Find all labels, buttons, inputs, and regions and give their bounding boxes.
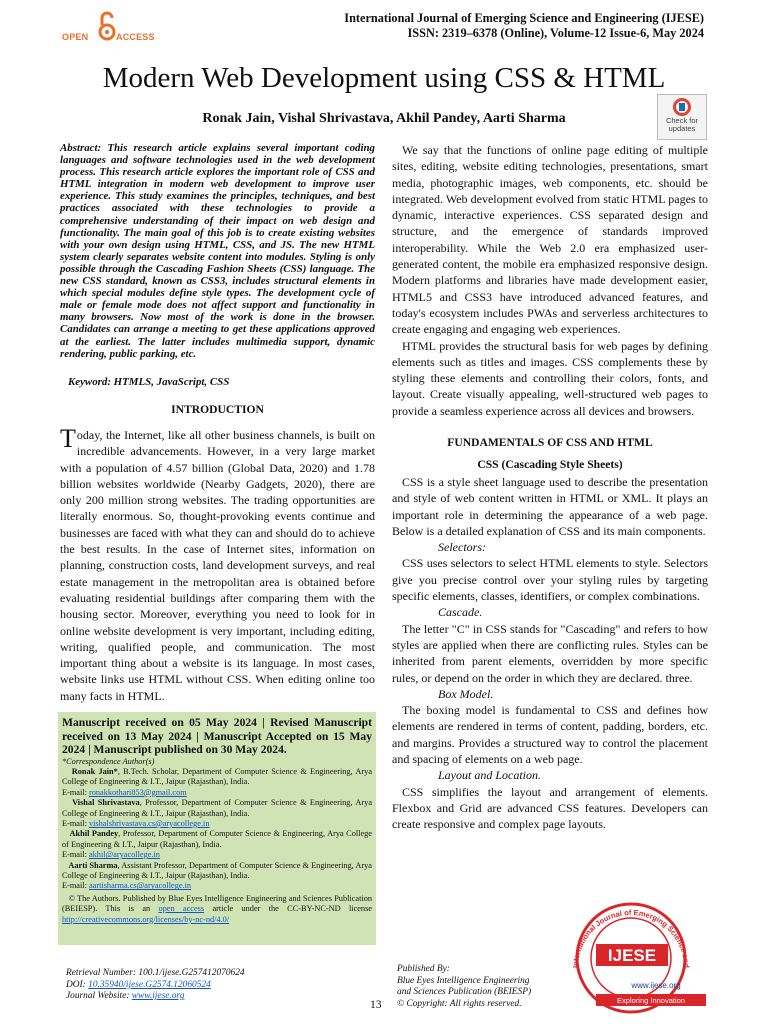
journal-header [344, 11, 704, 40]
drop-cap: T [60, 424, 76, 453]
license-statement [62, 894, 372, 925]
author-email-link[interactable]: vishalshrivastava.cs@aryacollege.in [88, 818, 210, 828]
publisher-line-2: and Sciences Publication (BEIESP) [397, 987, 532, 998]
paragraph: CSS is a style sheet language used to describe the presentation and style of web content written in HTML or XML. It plays an important role in determining the appearance of a web page. Below is a detailed explanation of CSS and its main components. [392, 475, 708, 538]
footer-left [66, 968, 245, 1003]
check-for-updates-badge[interactable] [657, 94, 707, 140]
box-model-heading: Box Model. [438, 686, 494, 701]
author-name: Vishal Shrivastava [72, 798, 140, 808]
check-updates-label: Check for updates [665, 116, 699, 133]
author-email-link[interactable]: akhil@aryacollege.in [88, 850, 160, 860]
journal-name: International Journal of Emerging Science and Engineering (IJESE) [344, 11, 704, 25]
seal-site: www.ijese.org [631, 981, 681, 990]
open-access-label-2: ACCESS [116, 32, 155, 42]
website-link[interactable]: www.ijese.org [131, 991, 185, 1002]
footer-publisher [397, 964, 531, 1010]
publisher-line-1: Blue Eyes Intelligence Engineering [397, 975, 530, 986]
paragraph: HTML provides the structural basis for web pages by defining elements such as titles and images. CSS complements these by styling these elements and controlling their colors, fonts, and layout. Create visually appealing, well-structured web pages to provide a seamless experience across all devices and browsers. [392, 338, 708, 418]
author-name: Aarti Sharma [68, 860, 118, 870]
author-email-link[interactable]: aartisharma.cs@aryacollege.in [88, 881, 192, 891]
paper-title: Modern Web Development using CSS & HTML [102, 62, 666, 94]
author-affiliation: , Assistant Professor, Department of Computer Science & Engineering, Arya College of Engineering & I.T., Jaipur (Rajasthan), India. [62, 860, 372, 880]
author-name: Akhil Pandey [69, 829, 119, 839]
open-access-label: OPEN [62, 32, 89, 42]
doi-label: DOI: [66, 979, 89, 990]
keywords: Keyword: HTMLS, JavaScript, CSS [68, 376, 230, 388]
author-list: Ronak Jain, Vishal Shrivastava, Akhil Pandey, Aarti Sharma [202, 111, 566, 126]
seal-name: IJESE [607, 946, 657, 965]
seal-arc-text: International Journal of Emerging Science and [570, 907, 692, 969]
author-name: Ronak Jain* [71, 766, 118, 776]
open-access-link[interactable]: open access [158, 904, 205, 914]
layout-heading: Layout and Location. [438, 768, 542, 783]
issn-line: ISSN: 2319–6378 (Online), Volume-12 Issue-6, May 2024 [407, 25, 704, 40]
selectors-heading: Selectors: [438, 540, 486, 555]
page-number: 13 [370, 998, 382, 1011]
license-text-1: © The Authors. Published by Blue Eyes Intelligence Engineering and Sciences Publication (BEIESP). This is an [62, 893, 372, 914]
license-url-link[interactable]: http://creativecommons.org/licenses/by-nc-nd/4.0/ [62, 914, 230, 924]
css-subheading: CSS (Cascading Style Sheets) [477, 458, 623, 471]
fundamentals-heading: FUNDAMENTALS OF CSS AND HTML [447, 436, 653, 449]
check-updates-icon [673, 98, 691, 116]
paragraph: CSS uses selectors to select HTML elements to style. Selectors give you precise control over your styling rules by targeting specific elements, classes, identifiers, or complex combinations. [392, 556, 708, 604]
manuscript-info-box [58, 712, 376, 945]
abstract: Abstract: This research article explains several important coding languages and software technologies used in the web development process. This research article explores the important role of CSS and HTML integration in modern web development to improve user experience. This study examines the principles, techniques, and best practices associated with these technologies to provide a comprehensive understanding of their impact on web design and functionality. The main goal of this job is to create existing websites with your own design using HTML, CSS, and JS. The new HTML system clearly separates website content into modules. Styling is only possible through the Cascading Fashion Sheets (CSS) language. The new CSS standard, known as CSS3, includes structural elements in which special modules define style types. The development cycle of male or female mode does not affect support and functionality in many browsers. Now most of the work is done in the browser. Candidates can arrange a meeting to get these applications approved at the earliest. The latter includes multimedia support, dynamic rendering, public parking, etc. [60, 142, 375, 360]
correspondence-label: *Correspondence Author(s) [62, 756, 155, 766]
seal-tagline: Exploring Innovation [617, 996, 685, 1005]
introduction-heading: INTRODUCTION [171, 403, 264, 416]
published-by: Published By: [397, 964, 450, 974]
cascade-heading: Cascade. [438, 605, 483, 620]
website-label: Journal Website: [66, 991, 132, 1002]
corresponding-author-entry [62, 798, 372, 829]
paragraph: The letter "C" in CSS stands for "Cascading" and refers to how styles are applied when there are conflicting rules. Styles can be inherited from parent elements, overridden by more specific rules, or depend on the order in which they are declared. three. [392, 621, 708, 685]
author-affiliation: , B.Tech. Scholar, Department of Computer Science & Engineering, Arya College of Engineering & I.T., Jaipur (Rajasthan), India. [62, 766, 372, 787]
paragraph: The boxing model is fundamental to CSS and defines how elements are rendered in terms of content, padding, borders, etc. and margins. Provides a structured way to control the placement and spacing of elements on a web page. [392, 703, 708, 767]
corresponding-author-entry [62, 829, 372, 860]
introduction-body [60, 424, 375, 704]
corresponding-author-entry [62, 861, 372, 892]
introduction-text: oday, the Internet, like all other business channels, is built on incredible advancements. However, in a very large market with a population of 4.57 billion (Global Data, 2020) and 1.78 billion websites worldwide (Nearby Gadgets, 2020), there are only 200 million strong websites. The trading opportunities are literally enormous. So, thought-provoking events continue and businesses are faced with what they can and should do to achieve the best results. In the case of Internet sites, information on planning, construction costs, land development surveys, and real estate management in the metropolitan area is obtained before evaluating residential buildings after comparing them with the housing sector. Moreover, everything you need to look for in online website development is very important, including editing, writing, qualified people, and communication. The most important thing about a website is its language. In most cases, website links use HTML without CSS. When editing online too many facts in HTML. [60, 428, 375, 703]
right-column-css [392, 474, 708, 833]
corresponding-author-entry [62, 767, 372, 798]
copyright: © Copyright: All rights reserved. [397, 998, 522, 1009]
ijese-seal-logo [556, 888, 706, 1014]
retrieval-number: Retrieval Number: 100.1/ijese.G257412070624 [66, 968, 245, 978]
email-label: E-mail: [62, 850, 89, 860]
author-email-link[interactable]: ronakkothari853@gmail.com [88, 787, 187, 797]
license-text-2: article under the CC-BY-NC-ND license [204, 904, 372, 914]
open-access-logo [62, 10, 155, 46]
paragraph: We say that the functions of online page editing of multiple sites, editing, website editing technologies, presentations, smart media, photographic images, web components, etc. should be integrated. Web development evolved from static HTML pages to dynamic, interactive experiences. CSS separated design and structure, and the emergence of standards improved interoperability. While the Web 2.0 era emphasized user-generated content, the mobile era emphasized responsive design. Modern platforms and libraries have made development easier, HTML5 and CSS3 have introduced advanced features, and today's ecosystem includes PWAs and serverless architectures to create engaging and engaging web experiences. [392, 143, 708, 337]
doi-link[interactable]: 10.35940/ijese.G2574.12060524 [88, 979, 211, 990]
author-affiliation: , Professor, Department of Computer Science & Engineering, Arya College of Engineering & I.T., Jaipur (Rajasthan), India. [62, 829, 372, 849]
manuscript-dates: Manuscript received on 05 May 2024 | Revised Manuscript received on 13 May 2024 | Manuscript Accepted on 15 May 2024 | Manuscript published on 30 May 2024. [62, 716, 372, 756]
right-column-intro [392, 142, 708, 419]
ijese-seal-icon [556, 888, 706, 1014]
email-label: E-mail: [62, 787, 89, 797]
author-affiliation: , Professor, Department of Computer Science & Engineering, Arya College of Engineering & I.T., Jaipur (Rajasthan), India. [62, 798, 373, 818]
paragraph: CSS simplifies the layout and arrangement of elements. Flexbox and Grid are advanced CSS features. Developers can create responsive and complex page layouts. [392, 784, 708, 832]
email-label: E-mail: [62, 818, 89, 828]
email-label: E-mail: [62, 881, 89, 891]
